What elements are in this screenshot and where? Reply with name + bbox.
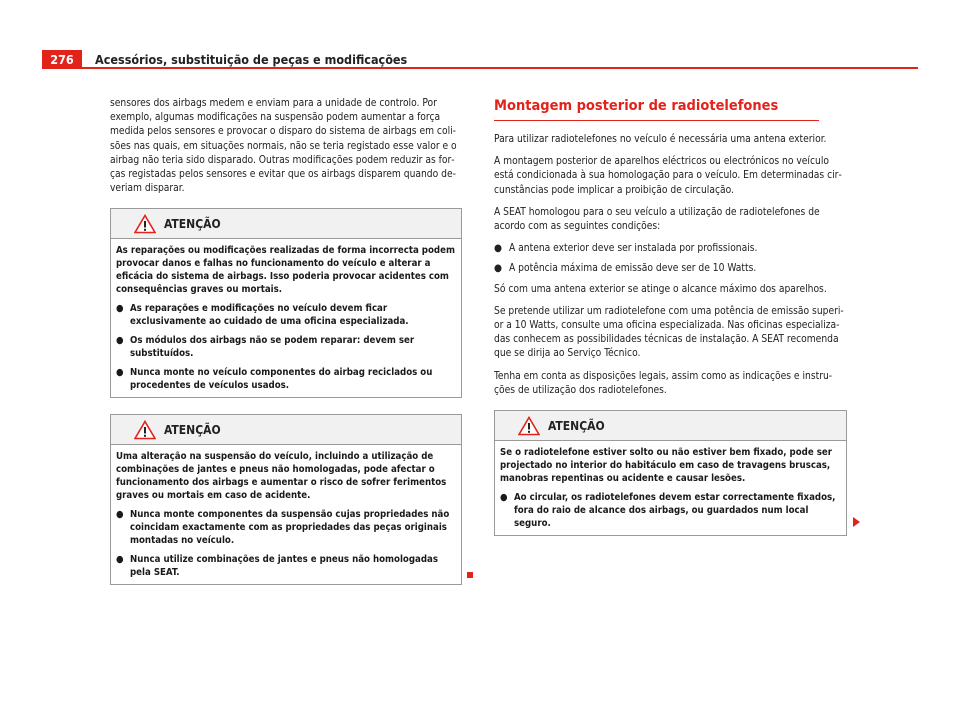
intro-paragraph: sensores dos airbags medem e enviam para a unidade de controlo. Por exemplo, algumas modificações na suspensão podem aumentar a força medida pelos sensores e provocar o disparo do sistema de airbags em colisões nas quais, em situações normais, não se teria registado esse valor e o airbag não teria sido disparado. Outras modificações podem reduzir as forças registadas pelos sensores e evitar que os airbags disparem quando deveriam disparar. xyxy=(110,98,457,195)
list-item xyxy=(116,508,456,547)
warning-text: Se o radiotelefone estiver solto ou não estiver bem fixado, pode ser projectado no interior do habitáculo em caso de travagens bruscas, manobras repentinas ou acidente e causar lesões. xyxy=(500,447,832,485)
list-item xyxy=(116,334,456,360)
list-item-text: Os módulos dos airbags não se podem reparar: devem ser substituídos. xyxy=(130,335,415,360)
section-title: Montagem posterior de radiotelefones xyxy=(494,97,819,121)
warning-title: ATENÇÃO xyxy=(164,216,221,231)
warning-box-header xyxy=(111,209,461,239)
warning-body xyxy=(111,239,461,397)
warning-body xyxy=(495,441,846,535)
warning-icon xyxy=(134,214,156,234)
bullet-icon: ● xyxy=(116,303,124,315)
warning-icon xyxy=(518,416,540,436)
warning-text: As reparações ou modificações realizadas de forma incorrecta podem provocar danos e falhas no funcionamento do veículo e alterar a eficácia do sistema de airbags. Isso poderia provocar acidentes com consequências graves ou mortais. xyxy=(116,245,455,296)
paragraph: A montagem posterior de aparelhos eléctricos ou electrónicos no veículo está condicionada à sua homologação para o veículo. Em determinadas circunstâncias pode implicar a proibição de circulação. xyxy=(494,156,842,196)
list-item-text: Nunca utilize combinações de jantes e pneus não homologadas pela SEAT. xyxy=(130,554,439,579)
bullet-icon: ● xyxy=(116,554,124,566)
warning-icon xyxy=(134,420,156,440)
section-end-marker xyxy=(467,572,473,578)
warning-box-1 xyxy=(110,208,462,398)
bullet-icon: ● xyxy=(494,263,502,275)
page-number: 276 xyxy=(42,50,82,69)
list-item-text: Nunca monte componentes da suspensão cujas propriedades não coincidam exactamente com as propriedades das peças originais montadas no veículo. xyxy=(130,509,450,547)
paragraph: Só com uma antena exterior se atinge o alcance máximo dos aparelhos. xyxy=(494,283,827,295)
right-column xyxy=(494,97,847,536)
list-item-text: Ao circular, os radiotelefones devem estar correctamente fixados, fora do raio de alcance dos airbags, ou guardados num local seguro. xyxy=(514,492,836,530)
continue-arrow-icon xyxy=(853,517,860,527)
list-item xyxy=(500,491,841,530)
warning-box-2 xyxy=(110,414,462,585)
bullet-icon: ● xyxy=(500,492,508,504)
paragraph: Para utilizar radiotelefones no veículo é necessária uma antena exterior. xyxy=(494,134,827,145)
left-column xyxy=(110,97,462,585)
list-item xyxy=(494,262,847,276)
paragraph: Se pretende utilizar um radiotelefone com uma potência de emissão superior a 10 Watts, consulte uma oficina especializada. Nas oficinas especializadas conhecem as possibilidades técnicas de instalação. A SEAT recomenda que se dirija ao Serviço Técnico. xyxy=(494,305,844,360)
page-header-title: Acessórios, substituição de peças e modificações xyxy=(95,52,408,67)
list-item xyxy=(116,366,456,392)
warning-box-header xyxy=(495,411,846,441)
bullet-icon: ● xyxy=(494,243,502,255)
warning-title: ATENÇÃO xyxy=(164,422,221,437)
warning-text: Uma alteração na suspensão do veículo, incluindo a utilização de combinações de jantes e pneus não homologadas, pode afectar o funcionamento dos airbags e aumentar o risco de sofrer ferimentos graves ou mortais em caso de acidente. xyxy=(116,451,447,502)
paragraph: Tenha em conta as disposições legais, assim como as indicações e instruções de utilização dos radiotelefones. xyxy=(494,370,833,396)
list-item-text: Nunca monte no veículo componentes do airbag reciclados ou procedentes de veículos usados. xyxy=(130,367,433,392)
bullet-icon: ● xyxy=(116,335,124,347)
list-item-text: A potência máxima de emissão deve ser de 10 Watts. xyxy=(509,263,757,275)
warning-body xyxy=(111,445,461,584)
header-divider xyxy=(42,67,918,69)
paragraph: A SEAT homologou para o seu veículo a utilização de radiotelefones de acordo com as seguintes condições: xyxy=(494,206,820,233)
list-item-text: As reparações e modificações no veículo devem ficar exclusivamente ao cuidado de uma oficina especializada. xyxy=(130,303,409,328)
list-item-text: A antena exterior deve ser instalada por profissionais. xyxy=(509,243,758,255)
list-item xyxy=(116,553,456,579)
warning-box-header xyxy=(111,415,461,445)
bullet-icon: ● xyxy=(116,367,124,379)
list-item xyxy=(116,302,456,328)
list-item xyxy=(494,242,847,256)
warning-title: ATENÇÃO xyxy=(548,418,605,433)
warning-box-3 xyxy=(494,410,847,536)
bullet-icon: ● xyxy=(116,509,124,521)
